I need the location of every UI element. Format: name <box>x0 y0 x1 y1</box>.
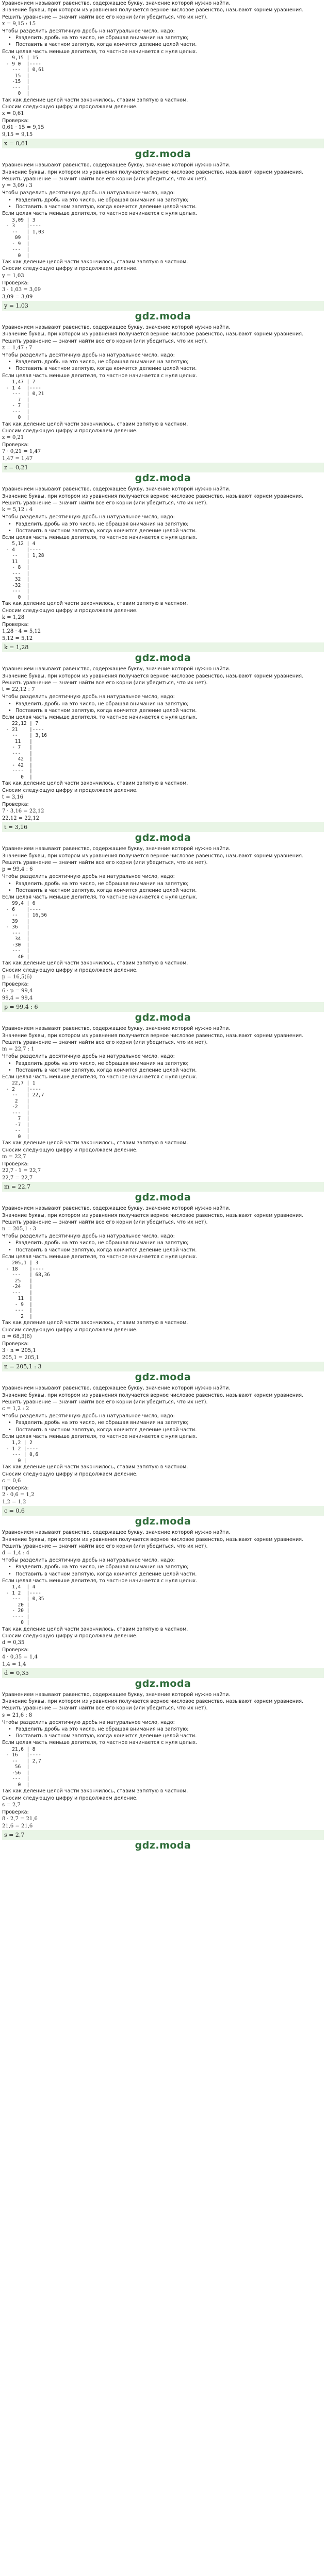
answer-highlight: m = 22,7 <box>2 1182 324 1192</box>
answer-highlight: k = 1,28 <box>2 642 324 652</box>
check-line: 99,4 = 99,4 <box>2 995 33 1002</box>
watermark: gdz.moda <box>135 1371 191 1383</box>
division-line: - 7 | <box>6 403 30 409</box>
check-line: 3 · n = 205,1 <box>2 1348 36 1354</box>
rule-item: • Поставить в частном запятую, когда кончится деление целой части. <box>2 1571 324 1578</box>
division-line: 0 | <box>6 594 30 600</box>
answer-highlight: d = 0,35 <box>2 1668 324 1678</box>
watermark: gdz.moda <box>135 1192 191 1204</box>
division-line: 22,12 | 7 <box>6 721 39 727</box>
division-note: Сносим следующую цифру и продолжаем деление. <box>2 266 138 272</box>
division-line: -24 | <box>6 1284 32 1290</box>
rule-zero: Если целая часть меньше делителя, то частное начинается с нуля целых. <box>2 715 198 721</box>
division-note: Так как деление целой части закончилось, ставим запятую в частном. <box>2 97 188 103</box>
rule-item: • Поставить в частном запятую, когда кончится деление целой части. <box>2 1067 324 1074</box>
division-note: Так как деление целой части закончилось, ставим запятую в частном. <box>2 1464 188 1470</box>
definition-root: Значение буквы, при котором из уравнения получается верное числовое равенство, называют корнем уравнения. <box>2 1536 304 1543</box>
division-line: - 16 |---- <box>6 1752 41 1758</box>
rule-item: • Поставить в частном запятую, когда кончится деление целой части. <box>2 887 324 894</box>
division-line: 09 | <box>6 235 30 241</box>
check-label: Проверка: <box>2 1341 29 1347</box>
division-line: 3,09 | 3 <box>6 217 36 223</box>
division-note: Сносим следующую цифру и продолжаем деление. <box>2 787 138 793</box>
division-line: - 42 | <box>6 762 32 768</box>
division-rule: Чтобы разделить десятичную дробь на натуральное число, надо: <box>2 352 175 358</box>
check-line: 9,15 = 9,15 <box>2 132 33 138</box>
task-block <box>0 0 326 162</box>
answer-highlight: x = 0,61 <box>2 139 324 148</box>
answer-highlight: n = 205,1 : 3 <box>2 1362 324 1371</box>
definition-equation: Уравнением называют равенство, содержащее букву, значение которой нужно найти. <box>2 1026 231 1032</box>
rule-zero: Если целая часть меньше делителя, то частное начинается с нуля целых. <box>2 1740 198 1746</box>
division-line: 40 | <box>6 954 30 960</box>
division-line: -- | <box>6 1128 30 1134</box>
long-division <box>6 1080 324 1140</box>
division-rule: Чтобы разделить десятичную дробь на натуральное число, надо: <box>2 1054 175 1060</box>
task-block <box>0 1025 326 1205</box>
division-line: -- | 3,16 <box>6 733 47 739</box>
check-line: 4 · 0,35 = 1,4 <box>2 1654 38 1660</box>
long-division <box>6 721 324 780</box>
rule-item: • Поставить в частном запятую, когда кончится деление целой части. <box>2 1733 324 1739</box>
definition-equation: Уравнением называют равенство, содержащее букву, значение которой нужно найти. <box>2 1385 231 1392</box>
check-label: Проверка: <box>2 118 29 124</box>
long-division <box>6 901 324 960</box>
division-line: 0 | <box>6 91 30 97</box>
rule-zero: Если целая часть меньше делителя, то частное начинается с нуля целых. <box>2 1434 198 1440</box>
division-line: 5,12 | 4 <box>6 541 36 547</box>
check-line: 22,7 · 1 = 22,7 <box>2 1168 41 1174</box>
division-line: 11 | <box>6 558 30 565</box>
task-block <box>0 324 326 486</box>
division-line: -30 | <box>6 942 30 948</box>
division-rule: Чтобы разделить десятичную дробь на натуральное число, надо: <box>2 1719 175 1725</box>
task-block <box>0 1691 326 1853</box>
answer-highlight: z = 0,21 <box>2 463 324 472</box>
division-rule: Чтобы разделить десятичную дробь на натуральное число, надо: <box>2 190 175 196</box>
division-note: Сносим следующую цифру и продолжаем деление. <box>2 1147 138 1153</box>
rule-item: • Поставить в частном запятую, когда кончится деление целой части. <box>2 1427 324 1433</box>
division-line: 11 | <box>6 738 32 744</box>
check-line: 3 · 1,03 = 3,09 <box>2 286 41 293</box>
division-line: --- | 0,21 <box>6 391 44 397</box>
division-line: - 9 | <box>6 1301 32 1308</box>
check-label: Проверка: <box>2 981 29 988</box>
equation: k = 5,12 : 4 <box>2 507 33 513</box>
definition-root: Значение буквы, при котором из уравнения получается верное числовое равенство, называют корнем уравнения. <box>2 853 304 859</box>
equation-result: s = 2,7 <box>2 1802 21 1808</box>
check-label: Проверка: <box>2 1161 29 1167</box>
division-note: Сносим следующую цифру и продолжаем деление. <box>2 104 138 110</box>
answer-highlight: s = 2,7 <box>2 1830 324 1840</box>
division-line: 0 | <box>6 1133 30 1140</box>
division-note: Сносим следующую цифру и продолжаем деление. <box>2 1471 138 1477</box>
division-note: Так как деление целой части закончилось, ставим запятую в частном. <box>2 601 188 607</box>
check-label: Проверка: <box>2 1647 29 1653</box>
division-line: --- | <box>6 930 30 936</box>
division-line: ---- | <box>6 768 32 774</box>
rule-item: • Разделить дробь на это число, не обращая внимания на запятую; <box>2 1240 324 1246</box>
division-line: 1,47 | 7 <box>6 379 36 385</box>
definition-root: Значение буквы, при котором из уравнения получается верное числовое равенство, называют корнем уравнения. <box>2 1032 304 1039</box>
equation: p = 99,4 : 6 <box>2 867 33 873</box>
rule-zero: Если целая часть меньше делителя, то частное начинается с нуля целых. <box>2 372 198 379</box>
check-label: Проверка: <box>2 280 29 286</box>
long-division <box>6 541 324 600</box>
long-division <box>6 1747 324 1788</box>
division-note: Так как деление целой части закончилось, ставим запятую в частном. <box>2 960 188 967</box>
division-line: - 9 | <box>6 241 30 247</box>
division-line: --- | <box>6 750 32 756</box>
division-line: -- | 16,56 <box>6 912 47 919</box>
watermark: gdz.moda <box>135 472 191 484</box>
definition-solve: Решить уравнение — значит найти все его корни (или убедиться, что их нет). <box>2 1705 208 1711</box>
definition-solve: Решить уравнение — значит найти все его корни (или убедиться, что их нет). <box>2 1543 208 1549</box>
equation-result: n = 68,3(6) <box>2 1333 32 1340</box>
equation: m = 22,7 : 1 <box>2 1046 35 1053</box>
division-line: 56 | <box>6 1764 30 1770</box>
division-line: 1,4 | 4 <box>6 1584 36 1590</box>
check-line: 1,47 = 1,47 <box>2 456 33 462</box>
definition-equation: Уравнением называют равенство, содержащее букву, значение которой нужно найти. <box>2 486 231 493</box>
division-line: - 3 |---- <box>6 223 41 229</box>
division-line: 0 | <box>6 774 32 780</box>
division-line: --- | 0,6 <box>6 1452 39 1458</box>
rule-zero: Если целая часть меньше делителя, то частное начинается с нуля целых. <box>2 535 198 541</box>
rule-zero: Если целая часть меньше делителя, то частное начинается с нуля целых. <box>2 211 198 217</box>
division-line: 42 | <box>6 756 32 762</box>
division-line: - 6 |---- <box>6 906 41 912</box>
definition-root: Значение буквы, при котором из уравнения получается верное числовое равенство, называют корнем уравнения. <box>2 673 304 679</box>
division-note: Так как деление целой части закончилось, ставим запятую в частном. <box>2 259 188 265</box>
division-line: - 20 | <box>6 1608 30 1614</box>
check-line: 6 · p = 99,4 <box>2 988 33 994</box>
definition-solve: Решить уравнение — значит найти все его корни (или убедиться, что их нет). <box>2 859 208 866</box>
division-line: 0 | <box>6 1620 30 1626</box>
division-line: 2 | <box>6 1098 30 1104</box>
check-label: Проверка: <box>2 442 29 448</box>
equation: t = 22,12 : 7 <box>2 687 35 693</box>
division-line: -32 | <box>6 582 30 588</box>
spacer <box>2 1851 324 1853</box>
rule-zero: Если целая часть меньше делителя, то частное начинается с нуля целых. <box>2 894 198 901</box>
definition-root: Значение буквы, при котором из уравнения получается верное числовое равенство, называют корнем уравнения. <box>2 7 304 13</box>
watermark: gdz.moda <box>135 1677 191 1689</box>
division-line: -7 | <box>6 1122 30 1128</box>
answer-highlight: p = 99,4 : 6 <box>2 1002 324 1012</box>
task-block <box>0 1385 326 1529</box>
definition-solve: Решить уравнение — значит найти все его корни (или убедиться, что их нет). <box>2 1219 208 1225</box>
check-line: 1,28 · 4 = 5,12 <box>2 629 41 635</box>
equation: y = 3,09 : 3 <box>2 183 32 189</box>
division-line: - 1 2 |---- <box>6 1446 39 1452</box>
division-line: --- | 0,35 <box>6 1596 44 1602</box>
definition-equation: Уравнением называют равенство, содержащее букву, значение которой нужно найти. <box>2 666 231 672</box>
task-block <box>0 162 326 324</box>
equation: n = 205,1 : 3 <box>2 1226 36 1232</box>
check-line: 2 · 0,6 = 1,2 <box>2 1492 35 1498</box>
watermark: gdz.moda <box>135 652 191 664</box>
check-line: 7 · 3,16 = 22,12 <box>2 808 44 815</box>
division-line: - 1 4 |---- <box>6 385 41 391</box>
check-line: 3,09 = 3,09 <box>2 294 33 300</box>
division-line: 32 | <box>6 577 30 583</box>
division-note: Сносим следующую цифру и продолжаем деление. <box>2 428 138 434</box>
definition-root: Значение буквы, при котором из уравнения получается верное числовое равенство, называют корнем уравнения. <box>2 169 304 175</box>
equation-result: p = 16,5(6) <box>2 974 32 980</box>
division-line: 2 | <box>6 1313 32 1319</box>
division-line: 0 | <box>6 1782 30 1788</box>
division-line: 1,2 | 2 <box>6 1440 32 1446</box>
check-line: 22,12 = 22,12 <box>2 816 39 822</box>
rule-item: • Разделить дробь на это число, не обращая внимания на запятую; <box>2 1419 324 1426</box>
division-rule: Чтобы разделить десятичную дробь на натуральное число, надо: <box>2 514 175 520</box>
equation-result: d = 0,35 <box>2 1640 25 1646</box>
check-line: 0,61 · 15 = 9,15 <box>2 125 44 131</box>
division-line: - 1 2 |---- <box>6 1590 41 1596</box>
division-line: --- | <box>6 84 30 91</box>
task-block <box>0 486 326 666</box>
long-division <box>6 379 324 421</box>
rule-item: • Поставить в частном запятую, когда кончится деление целой части. <box>2 41 324 48</box>
rule-item: • Разделить дробь на это число, не обращая внимания на запятую; <box>2 359 324 365</box>
equation: c = 1,2 : 2 <box>2 1406 29 1412</box>
definition-solve: Решить уравнение — значит найти все его корни (или убедиться, что их нет). <box>2 1399 208 1405</box>
division-line: - 18 |---- <box>6 1266 44 1272</box>
division-note: Сносим следующую цифру и продолжаем деление. <box>2 1795 138 1801</box>
division-line: --- | <box>6 247 30 253</box>
equation-result: z = 0,21 <box>2 435 24 441</box>
division-note: Так как деление целой части закончилось, ставим запятую в частном. <box>2 1626 188 1632</box>
definition-equation: Уравнением называют равенство, содержащее букву, значение которой нужно найти. <box>2 1691 231 1698</box>
rule-item: • Разделить дробь на это число, не обращая внимания на запятую; <box>2 1060 324 1067</box>
division-line: --- | <box>6 588 30 595</box>
division-line: 7 | <box>6 397 30 403</box>
check-line: 22,7 = 22,7 <box>2 1175 33 1181</box>
rule-item: • Поставить в частном запятую, когда кончится деление целой части. <box>2 528 324 534</box>
division-line: - 21 |---- <box>6 726 44 733</box>
definition-solve: Решить уравнение — значит найти все его корни (или убедиться, что их нет). <box>2 500 208 506</box>
definition-root: Значение буквы, при котором из уравнения получается верное числовое равенство, называют корнем уравнения. <box>2 1698 304 1704</box>
division-line: 99,4 | 6 <box>6 901 36 907</box>
definition-equation: Уравнением называют равенство, содержащее букву, значение которой нужно найти. <box>2 1 231 6</box>
watermark: gdz.moda <box>135 1516 191 1528</box>
long-division <box>6 1584 324 1626</box>
watermark: gdz.moda <box>135 1840 191 1852</box>
equation-result: m = 22,7 <box>2 1154 26 1160</box>
definition-root: Значение буквы, при котором из уравнения получается верное числовое равенство, называют корнем уравнения. <box>2 493 304 499</box>
division-line: -- | 22,7 <box>6 1092 44 1098</box>
check-label: Проверка: <box>2 1485 29 1491</box>
division-rule: Чтобы разделить десятичную дробь на натуральное число, надо: <box>2 1413 175 1419</box>
rule-zero: Если целая часть меньше делителя, то частное начинается с нуля целых. <box>2 48 198 55</box>
division-line: - 8 | <box>6 565 30 571</box>
definition-equation: Уравнением называют равенство, содержащее букву, значение которой нужно найти. <box>2 1530 231 1536</box>
division-line: - 4 |---- <box>6 547 41 553</box>
rule-item: • Поставить в частном запятую, когда кончится деление целой части. <box>2 707 324 714</box>
answer-highlight: c = 0,6 <box>2 1506 324 1516</box>
division-note: Сносим следующую цифру и продолжаем деление. <box>2 967 138 973</box>
division-rule: Чтобы разделить десятичную дробь на натуральное число, надо: <box>2 694 175 700</box>
long-division <box>6 217 324 259</box>
division-rule: Чтобы разделить десятичную дробь на натуральное число, надо: <box>2 1233 175 1240</box>
watermark: gdz.moda <box>135 832 191 844</box>
rule-zero: Если целая часть меньше делителя, то частное начинается с нуля целых. <box>2 1578 198 1584</box>
task-block <box>0 1529 326 1691</box>
division-line: 39 | <box>6 918 30 924</box>
division-note: Так как деление целой части закончилось, ставим запятую в частном. <box>2 1140 188 1146</box>
division-line: 205,1 | 3 <box>6 1260 39 1266</box>
check-label: Проверка: <box>2 1809 29 1815</box>
answer-highlight: t = 3,16 <box>2 822 324 832</box>
division-note: Сносим следующую цифру и продолжаем деление. <box>2 1633 138 1639</box>
task-block <box>0 1205 326 1385</box>
watermark: gdz.moda <box>135 1012 191 1024</box>
division-line: --- | <box>6 1308 32 1314</box>
definition-solve: Решить уравнение — значит найти все его корни (или убедиться, что их нет). <box>2 176 208 182</box>
division-line: -2 | <box>6 1104 30 1110</box>
rule-item: • Разделить дробь на это число, не обращая внимания на запятую; <box>2 880 324 887</box>
division-line: -15 | <box>6 79 30 85</box>
division-line: 0 | <box>6 252 30 259</box>
definition-equation: Уравнением называют равенство, содержащее букву, значение которой нужно найти. <box>2 846 231 852</box>
division-line: --- | <box>6 948 30 954</box>
division-note: Так как деление целой части закончилось, ставим запятую в частном. <box>2 1320 188 1326</box>
task-block <box>0 845 326 1025</box>
division-line: --- | <box>6 570 30 577</box>
division-line: 22,7 | 1 <box>6 1080 36 1087</box>
check-label: Проверка: <box>2 802 29 808</box>
check-line: 205,1 = 205,1 <box>2 1355 39 1361</box>
division-line: --- | <box>6 409 30 415</box>
definition-equation: Уравнением называют равенство, содержащее букву, значение которой нужно найти. <box>2 162 231 168</box>
definition-equation: Уравнением называют равенство, содержащее букву, значение которой нужно найти. <box>2 324 231 330</box>
long-division <box>6 1440 324 1464</box>
division-note: Так как деление целой части закончилось, ставим запятую в частном. <box>2 781 188 787</box>
check-label: Проверка: <box>2 622 29 628</box>
division-line: 7 | <box>6 1116 30 1122</box>
division-line: 34 | <box>6 936 30 942</box>
division-line: 21,6 | 8 <box>6 1746 36 1752</box>
division-line: --- | <box>6 1290 32 1296</box>
rule-item: • Поставить в частном запятую, когда кончится деление целой части. <box>2 1247 324 1253</box>
division-line: --- | <box>6 1110 30 1116</box>
division-line: - 36 | <box>6 924 30 930</box>
rule-item: • Разделить дробь на это число, не обращая внимания на запятую; <box>2 701 324 707</box>
definition-solve: Решить уравнение — значит найти все его корни (или убедиться, что их нет). <box>2 1039 208 1045</box>
check-line: 1,2 = 1,2 <box>2 1499 26 1505</box>
definition-solve: Решить уравнение — значит найти все его корни (или убедиться, что их нет). <box>2 14 208 20</box>
division-line: -- | 1,28 <box>6 553 44 559</box>
check-line: 21,6 = 21,6 <box>2 1823 33 1829</box>
check-line: 5,12 = 5,12 <box>2 636 33 642</box>
division-line: 15 | <box>6 73 30 79</box>
definition-root: Значение буквы, при котором из уравнения получается верное числовое равенство, называют корнем уравнения. <box>2 331 304 337</box>
division-note: Сносим следующую цифру и продолжаем деление. <box>2 1327 138 1333</box>
definition-equation: Уравнением называют равенство, содержащее букву, значение которой нужно найти. <box>2 1206 231 1212</box>
equation: z = 1,47 : 7 <box>2 345 32 351</box>
rule-zero: Если целая часть меньше делителя, то частное начинается с нуля целых. <box>2 1254 198 1260</box>
division-line: 0 | <box>6 1458 27 1464</box>
division-line: ---- | <box>6 1614 30 1620</box>
division-line: - 7 | <box>6 744 32 751</box>
equation: d = 1,4 : 4 <box>2 1550 30 1556</box>
division-line: - 2 |---- <box>6 1086 41 1092</box>
division-line: --- | 68,36 <box>6 1272 50 1278</box>
division-note: Сносим следующую цифру и продолжаем деление. <box>2 607 138 614</box>
check-line: 8 · 2,7 = 21,6 <box>2 1816 38 1822</box>
division-note: Так как деление целой части закончилось, ставим запятую в частном. <box>2 1788 188 1794</box>
division-line: --- | <box>6 1776 30 1782</box>
rule-item: • Разделить дробь на это число, не обращая внимания на запятую; <box>2 197 324 204</box>
long-division <box>6 1260 324 1319</box>
division-line: 9,15 | 15 <box>6 55 39 61</box>
equation-result: c = 0,6 <box>2 1478 21 1484</box>
watermark: gdz.moda <box>135 148 191 160</box>
rule-zero: Если целая часть меньше делителя, то частное начинается с нуля целых. <box>2 1074 198 1080</box>
watermark: gdz.moda <box>135 310 191 322</box>
answer-highlight: y = 1,03 <box>2 301 324 311</box>
division-note: Так как деление целой части закончилось, ставим запятую в частном. <box>2 421 188 427</box>
division-line: -- | 2,7 <box>6 1758 41 1764</box>
definition-root: Значение буквы, при котором из уравнения получается верное числовое равенство, называют корнем уравнения. <box>2 1392 304 1398</box>
definition-solve: Решить уравнение — значит найти все его корни (или убедиться, что их нет). <box>2 338 208 344</box>
division-line: --- | 0,61 <box>6 67 44 73</box>
definition-solve: Решить уравнение — значит найти все его корни (или убедиться, что их нет). <box>2 680 208 686</box>
equation-result: y = 1,03 <box>2 273 24 279</box>
division-line: -- | 1,03 <box>6 229 44 235</box>
rule-item: • Поставить в частном запятую, когда кончится деление целой части. <box>2 204 324 210</box>
division-line: - 9 0 |---- <box>6 61 41 67</box>
equation: s = 21,6 : 8 <box>2 1712 32 1718</box>
rule-item: • Поставить в частном запятую, когда кончится деление целой части. <box>2 365 324 372</box>
division-line: 20 | <box>6 1602 30 1608</box>
division-line: -56 | <box>6 1770 30 1776</box>
check-line: 7 · 0,21 = 1,47 <box>2 449 41 455</box>
check-line: 1,4 = 1,4 <box>2 1661 26 1667</box>
rule-item: • Разделить дробь на это число, не обращая внимания на запятую; <box>2 1564 324 1570</box>
rule-item: • Разделить дробь на это число, не обращая внимания на запятую; <box>2 35 324 41</box>
division-line: 11 | <box>6 1296 32 1302</box>
division-rule: Чтобы разделить десятичную дробь на натуральное число, надо: <box>2 874 175 880</box>
equation-result: k = 1,28 <box>2 615 25 621</box>
definition-root: Значение буквы, при котором из уравнения получается верное числовое равенство, называют корнем уравнения. <box>2 1212 304 1218</box>
equation-result: t = 3,16 <box>2 794 24 801</box>
rule-item: • Разделить дробь на это число, не обращая внимания на запятую; <box>2 521 324 528</box>
long-division <box>6 55 324 97</box>
rule-item: • Разделить дробь на это число, не обращая внимания на запятую; <box>2 1726 324 1733</box>
equation: x = 9,15 : 15 <box>2 21 36 27</box>
division-rule: Чтобы разделить десятичную дробь на натуральное число, надо: <box>2 1557 175 1564</box>
task-block <box>0 666 326 845</box>
division-rule: Чтобы разделить десятичную дробь на натуральное число, надо: <box>2 28 175 34</box>
division-line: 25 | <box>6 1278 32 1284</box>
equation-result: x = 0,61 <box>2 111 24 117</box>
division-line: 0 | <box>6 415 30 421</box>
